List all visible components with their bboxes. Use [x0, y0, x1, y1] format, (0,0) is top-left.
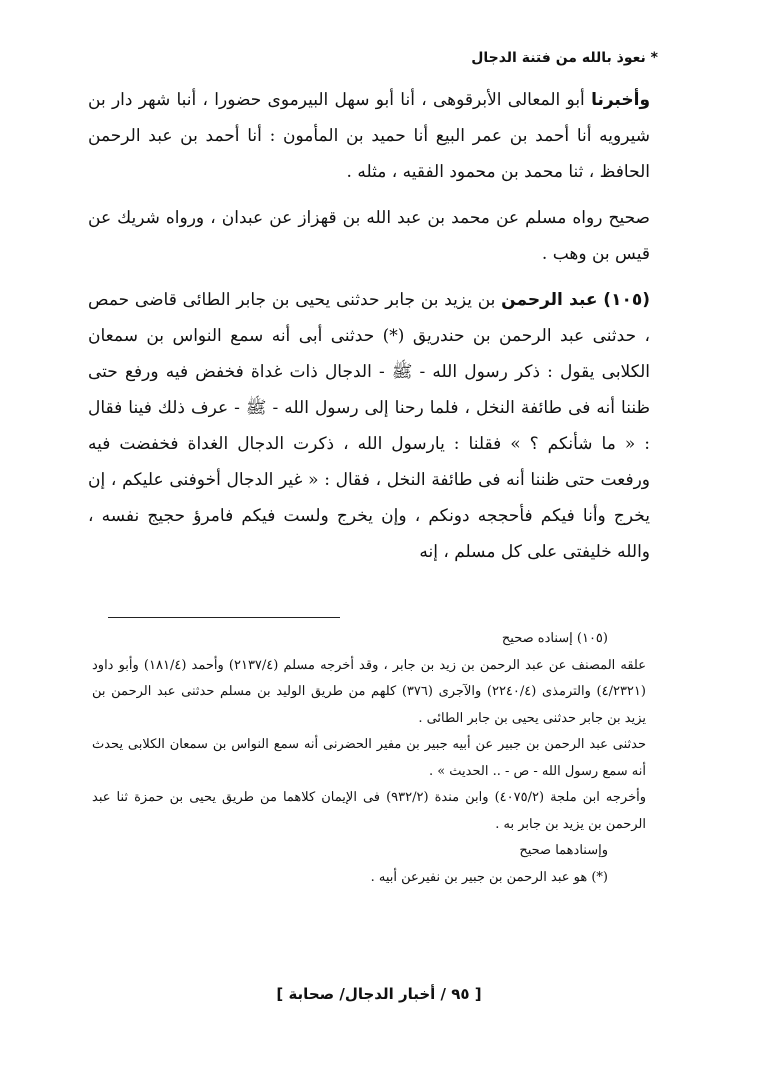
paragraph-3-text: بن يزيد بن جابر حدثنى يحيى بن جابر الطائى قاضى حمص ، حدثنى عبد الرحمن بن حندريق (*) حدثنى أبى أنه سمع النواس بن سمعان الكلابى يقول : ذكر رسول الله - ﷺ - الدجال ذات غداة فخفض فيه ورفع حتى ظننا أنه فى طائفة النخل ، فلما رحنا إلى رسول الله - ﷺ - عرف ذلك فينا فقال : « ما شأنكم ؟ » فقلنا : يارسول الله ، ذكرت الدجال الغداة فخفضت فيه ورفعت حتى ظننا أنه فى طائفة النخل ، فقال : « غير الدجال أخوفنى عليكم ، إن يخرج وأنا فيكم فأحججه دونكم ، وإن يخرج ولست فيكم فامرؤ حجيج نفسه ، والله خليفتى على كل مسلم ، إنه — [88, 290, 650, 562]
page-footer: [ ٩٥ / أخبار الدجال/ صحابة ] — [276, 985, 482, 1003]
paragraph-3-lead: عبد الرحمن — [501, 290, 598, 310]
footnotes — [92, 626, 646, 891]
footnote-3: حدثنى عبد الرحمن بن جبير عن أبيه جبير بن مفير الحضرنى أنه سمع النواس بن سمعان الكلابى يحدث أنه سمع رسول الله - ص - .. الحديث » . — [92, 737, 646, 779]
hadith-number: (١٠٥) — [603, 290, 650, 310]
footnote-1: (١٠٥) إسناده صحيح — [501, 631, 608, 646]
main-text — [88, 82, 650, 570]
footnote-5: وإسنادهما صحيح — [519, 843, 608, 858]
paragraph-2 — [88, 200, 650, 272]
footnote-4: وأخرجه ابن ملجة (٤٠٧٥/٢) وابن مندة (٩٣٢/٢) فى الإيمان كلاهما من طريق يحيى بن حمزة ثنا عبد الرحمن بن يزيد بن جابر به . — [92, 790, 647, 832]
footnote-2: علقه المصنف عن عبد الرحمن بن زيد بن جابر ، وقد أخرجه مسلم (٢١٣٧/٤) وأحمد (١٨١/٤) وأبو داود (٤/٢٣٢١) والترمذى (٢٢٤٠/٤) والآجرى (٣٧٦) كلهم من طريق الوليد بن مسلم حدثنى عبد الرحمن بن يزيد بن جابر حدثنى يحيى بن جابر الطائى . — [92, 657, 646, 726]
paragraph-3 — [88, 282, 650, 570]
paragraph-1 — [88, 82, 650, 190]
paragraph-1-lead: وأخبرنا — [591, 90, 651, 110]
footnote-divider — [108, 617, 340, 618]
paragraph-1-text: أبو المعالى الأبرقوهى ، أنا أبو سهل البيرموى حضورا ، أنبا شهر دار بن شيرويه أنا أحمد بن عمر البيع أنا حميد بن المأمون : أنا أحمد بن عبد الرحمن الحافظ ، ثنا محمد بن محمود الفقيه ، مثله . — [88, 90, 650, 182]
paragraph-2-text: صحيح رواه مسلم عن محمد بن عبد الله بن قهزاز عن عبدان ، ورواه شريك عن قيس بن وهب . — [88, 208, 650, 264]
running-header: * نعوذ بالله من فتنة الدجال — [471, 50, 658, 66]
footnote-6: (*) هو عبد الرحمن بن جبير بن نفيرعن أبيه . — [370, 869, 608, 885]
